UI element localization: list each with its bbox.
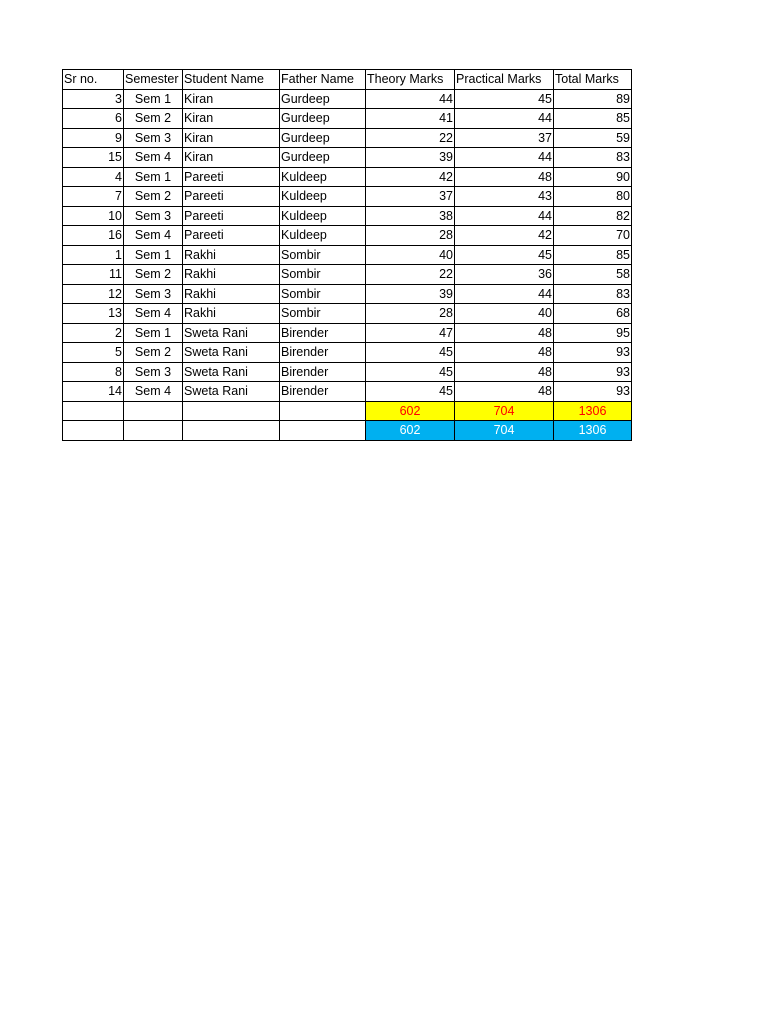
semester-cell[interactable]: Sem 1 (124, 245, 183, 265)
total-marks-cell[interactable]: 80 (554, 187, 632, 207)
student-name-cell[interactable]: Sweta Rani (183, 323, 280, 343)
table-row (63, 245, 632, 265)
theory-marks-cell[interactable]: 28 (366, 226, 455, 246)
father-name-cell[interactable]: Sombir (280, 265, 366, 285)
practical-marks-cell[interactable]: 44 (455, 284, 554, 304)
totals-blue-row (63, 421, 632, 441)
semester-cell[interactable]: Sem 4 (124, 148, 183, 168)
theory-marks-cell[interactable]: 45 (366, 362, 455, 382)
practical-marks-cell[interactable]: 42 (455, 226, 554, 246)
table-row (63, 362, 632, 382)
total-marks-cell[interactable]: 93 (554, 382, 632, 402)
table-row (63, 265, 632, 285)
sr-no-cell[interactable]: 15 (63, 148, 124, 168)
theory-marks-cell[interactable]: 39 (366, 284, 455, 304)
header-father-name[interactable]: Father Name (280, 70, 366, 90)
theory-marks-cell[interactable]: 45 (366, 382, 455, 402)
practical-marks-cell[interactable]: 37 (455, 128, 554, 148)
total-marks-cell[interactable]: 68 (554, 304, 632, 324)
header-practical-marks[interactable]: Practical Marks (455, 70, 554, 90)
practical-marks-cell[interactable]: 43 (455, 187, 554, 207)
father-name-cell[interactable]: Gurdeep (280, 148, 366, 168)
table-row (63, 167, 632, 187)
total-marks-cell[interactable]: 90 (554, 167, 632, 187)
student-name-cell[interactable]: Sweta Rani (183, 343, 280, 363)
theory-marks-cell[interactable]: 47 (366, 323, 455, 343)
student-name-cell[interactable]: Kiran (183, 128, 280, 148)
father-name-cell[interactable]: Sombir (280, 304, 366, 324)
empty-cell (183, 421, 280, 441)
table-row (63, 128, 632, 148)
father-name-cell[interactable]: Kuldeep (280, 187, 366, 207)
theory-marks-cell[interactable]: 40 (366, 245, 455, 265)
semester-cell[interactable]: Sem 1 (124, 167, 183, 187)
sr-no-cell[interactable]: 8 (63, 362, 124, 382)
theory-marks-cell[interactable]: 28 (366, 304, 455, 324)
sr-no-cell[interactable]: 2 (63, 323, 124, 343)
practical-marks-cell[interactable]: 48 (455, 343, 554, 363)
empty-cell (280, 421, 366, 441)
table-row (63, 226, 632, 246)
practical-marks-cell[interactable]: 44 (455, 206, 554, 226)
student-name-cell[interactable]: Pareeti (183, 187, 280, 207)
sr-no-cell[interactable]: 5 (63, 343, 124, 363)
student-name-cell[interactable]: Pareeti (183, 226, 280, 246)
sr-no-cell[interactable]: 10 (63, 206, 124, 226)
practical-marks-cell[interactable]: 44 (455, 148, 554, 168)
practical-total-blue[interactable]: 704 (455, 421, 554, 441)
student-name-cell[interactable]: Kiran (183, 89, 280, 109)
student-name-cell[interactable]: Rakhi (183, 304, 280, 324)
header-student-name[interactable]: Student Name (183, 70, 280, 90)
sr-no-cell[interactable]: 4 (63, 167, 124, 187)
total-marks-cell[interactable]: 83 (554, 284, 632, 304)
sr-no-cell[interactable]: 9 (63, 128, 124, 148)
table-body (63, 89, 632, 401)
student-name-cell[interactable]: Kiran (183, 148, 280, 168)
practical-marks-cell[interactable]: 48 (455, 362, 554, 382)
header-semester[interactable]: Semester (124, 70, 183, 90)
theory-marks-cell[interactable]: 22 (366, 265, 455, 285)
empty-cell (124, 421, 183, 441)
total-marks-cell[interactable]: 82 (554, 206, 632, 226)
theory-marks-cell[interactable]: 44 (366, 89, 455, 109)
sr-no-cell[interactable]: 3 (63, 89, 124, 109)
student-name-cell[interactable]: Sweta Rani (183, 382, 280, 402)
sr-no-cell[interactable]: 6 (63, 109, 124, 129)
sr-no-cell[interactable]: 11 (63, 265, 124, 285)
semester-cell[interactable]: Sem 2 (124, 187, 183, 207)
empty-cell (63, 421, 124, 441)
father-name-cell[interactable]: Sombir (280, 284, 366, 304)
sr-no-cell[interactable]: 13 (63, 304, 124, 324)
total-marks-cell[interactable]: 83 (554, 148, 632, 168)
sr-no-cell[interactable]: 16 (63, 226, 124, 246)
semester-cell[interactable]: Sem 1 (124, 89, 183, 109)
sr-no-cell[interactable]: 14 (63, 382, 124, 402)
father-name-cell[interactable]: Gurdeep (280, 109, 366, 129)
semester-cell[interactable]: Sem 3 (124, 206, 183, 226)
theory-marks-cell[interactable]: 42 (366, 167, 455, 187)
semester-cell[interactable]: Sem 3 (124, 284, 183, 304)
total-marks-cell[interactable]: 58 (554, 265, 632, 285)
practical-marks-cell[interactable]: 45 (455, 245, 554, 265)
theory-marks-cell[interactable]: 41 (366, 109, 455, 129)
practical-marks-cell[interactable]: 48 (455, 167, 554, 187)
theory-total-highlight[interactable]: 602 (366, 401, 455, 421)
theory-marks-cell[interactable]: 37 (366, 187, 455, 207)
sr-no-cell[interactable]: 7 (63, 187, 124, 207)
father-name-cell[interactable]: Birender (280, 362, 366, 382)
father-name-cell[interactable]: Gurdeep (280, 128, 366, 148)
father-name-cell[interactable]: Kuldeep (280, 167, 366, 187)
total-marks-cell[interactable]: 89 (554, 89, 632, 109)
semester-cell[interactable]: Sem 3 (124, 362, 183, 382)
table-row (63, 343, 632, 363)
header-row (63, 70, 632, 90)
total-marks-cell[interactable]: 95 (554, 323, 632, 343)
total-marks-cell[interactable]: 59 (554, 128, 632, 148)
semester-cell[interactable]: Sem 2 (124, 109, 183, 129)
practical-marks-cell[interactable]: 44 (455, 109, 554, 129)
total-marks-cell[interactable]: 85 (554, 245, 632, 265)
table-row (63, 206, 632, 226)
semester-cell[interactable]: Sem 3 (124, 128, 183, 148)
marks-table (62, 69, 632, 441)
header-total-marks[interactable]: Total Marks (554, 70, 632, 90)
table-row (63, 323, 632, 343)
header-theory-marks[interactable]: Theory Marks (366, 70, 455, 90)
table-row (63, 187, 632, 207)
total-marks-cell[interactable]: 93 (554, 362, 632, 382)
practical-marks-cell[interactable]: 48 (455, 323, 554, 343)
practical-marks-cell[interactable]: 40 (455, 304, 554, 324)
father-name-cell[interactable]: Sombir (280, 245, 366, 265)
sr-no-cell[interactable]: 1 (63, 245, 124, 265)
student-name-cell[interactable]: Pareeti (183, 167, 280, 187)
father-name-cell[interactable]: Birender (280, 323, 366, 343)
father-name-cell[interactable]: Birender (280, 382, 366, 402)
practical-total-highlight[interactable]: 704 (455, 401, 554, 421)
father-name-cell[interactable]: Gurdeep (280, 89, 366, 109)
table-row (63, 89, 632, 109)
semester-cell[interactable]: Sem 1 (124, 323, 183, 343)
student-name-cell[interactable]: Rakhi (183, 265, 280, 285)
sr-no-cell[interactable]: 12 (63, 284, 124, 304)
father-name-cell[interactable]: Kuldeep (280, 206, 366, 226)
theory-marks-cell[interactable]: 22 (366, 128, 455, 148)
empty-cell (280, 401, 366, 421)
theory-total-blue[interactable]: 602 (366, 421, 455, 441)
empty-cell (124, 401, 183, 421)
header-sr-no[interactable]: Sr no. (63, 70, 124, 90)
student-name-cell[interactable]: Kiran (183, 109, 280, 129)
table-row (63, 304, 632, 324)
total-marks-cell[interactable]: 93 (554, 343, 632, 363)
table-row (63, 284, 632, 304)
empty-cell (63, 401, 124, 421)
theory-marks-cell[interactable]: 39 (366, 148, 455, 168)
student-name-cell[interactable]: Pareeti (183, 206, 280, 226)
semester-cell[interactable]: Sem 4 (124, 226, 183, 246)
father-name-cell[interactable]: Kuldeep (280, 226, 366, 246)
semester-cell[interactable]: Sem 2 (124, 265, 183, 285)
practical-marks-cell[interactable]: 45 (455, 89, 554, 109)
semester-cell[interactable]: Sem 2 (124, 343, 183, 363)
total-marks-cell[interactable]: 70 (554, 226, 632, 246)
table-row (63, 382, 632, 402)
practical-marks-cell[interactable]: 36 (455, 265, 554, 285)
semester-cell[interactable]: Sem 4 (124, 382, 183, 402)
theory-marks-cell[interactable]: 38 (366, 206, 455, 226)
grand-total-blue[interactable]: 1306 (554, 421, 632, 441)
practical-marks-cell[interactable]: 48 (455, 382, 554, 402)
empty-cell (183, 401, 280, 421)
semester-cell[interactable]: Sem 4 (124, 304, 183, 324)
table-row (63, 148, 632, 168)
total-marks-cell[interactable]: 85 (554, 109, 632, 129)
student-name-cell[interactable]: Rakhi (183, 284, 280, 304)
student-name-cell[interactable]: Sweta Rani (183, 362, 280, 382)
father-name-cell[interactable]: Birender (280, 343, 366, 363)
grand-total-highlight[interactable]: 1306 (554, 401, 632, 421)
theory-marks-cell[interactable]: 45 (366, 343, 455, 363)
table-row (63, 109, 632, 129)
totals-highlight-row (63, 401, 632, 421)
student-name-cell[interactable]: Rakhi (183, 245, 280, 265)
